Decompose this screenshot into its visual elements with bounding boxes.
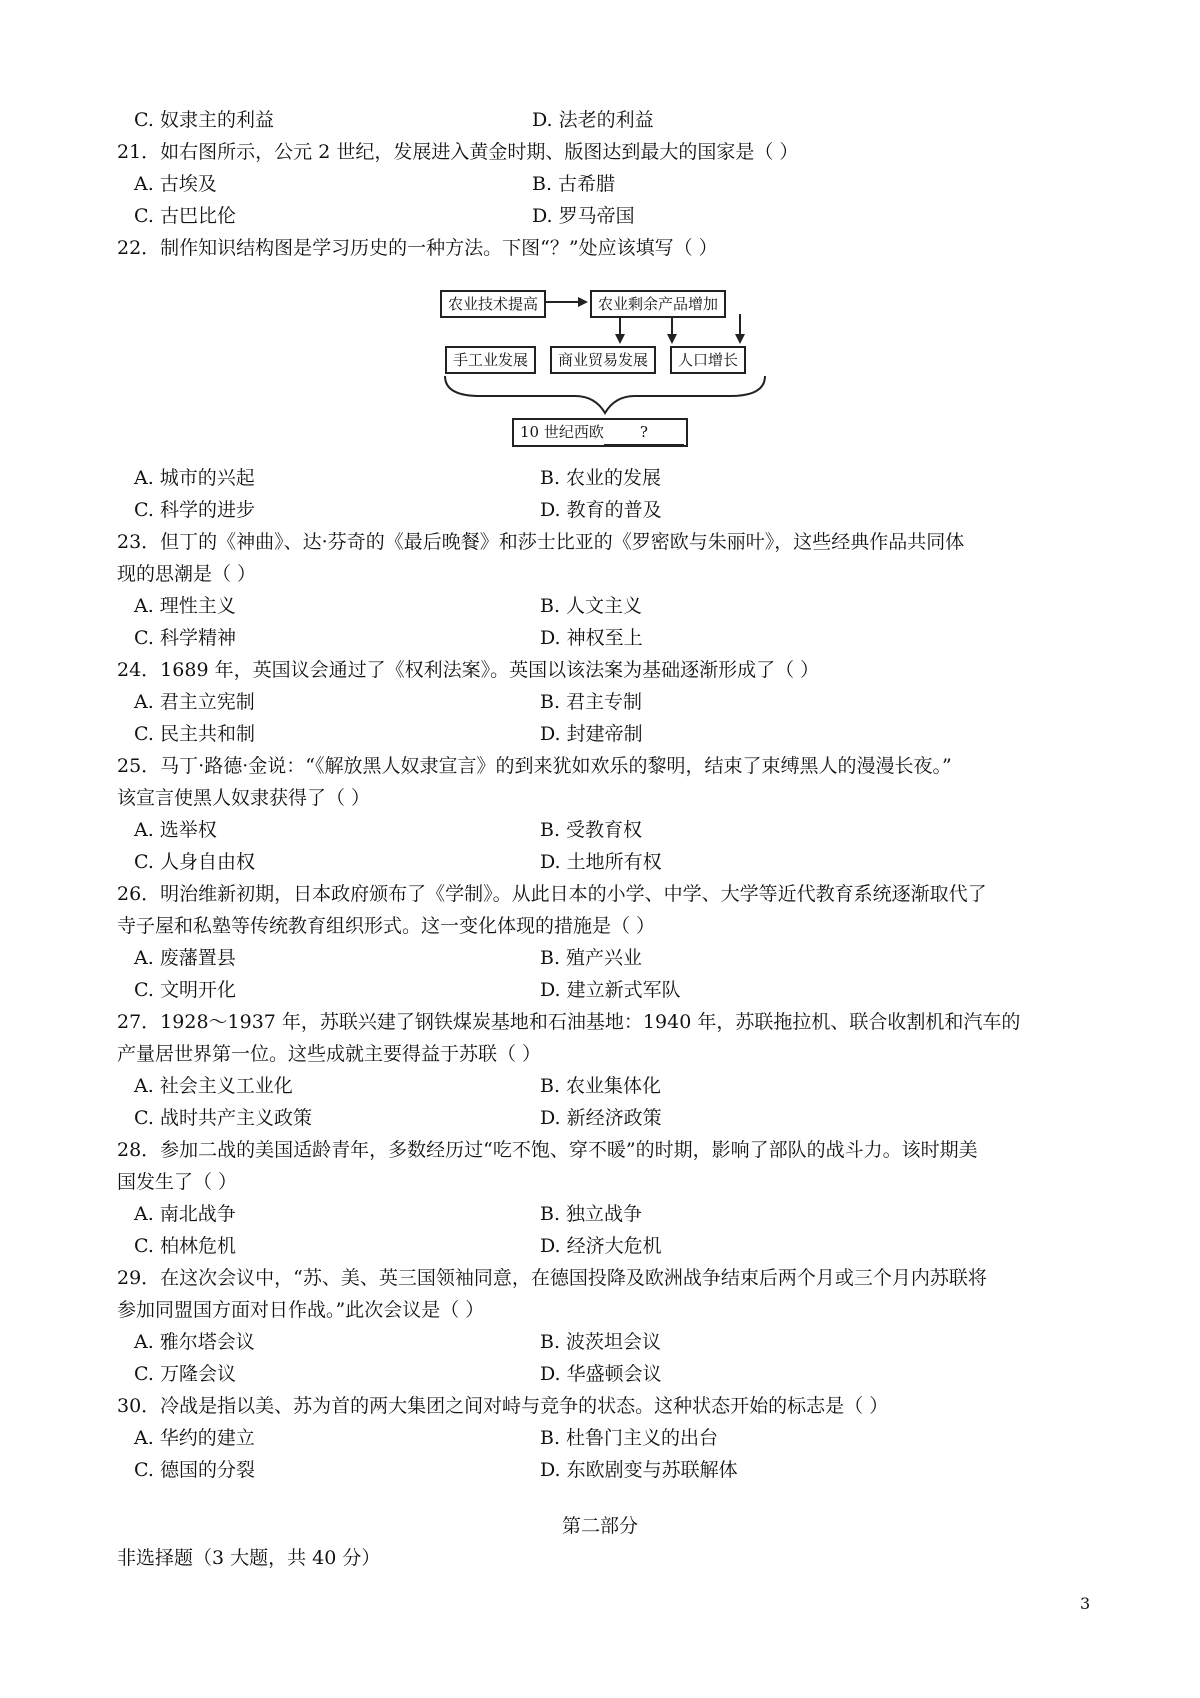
q27-stem: 27．1928～1937 年，苏联兴建了钢铁煤炭基地和石油基地：1940 年，苏联拖拉机、联合收割机和汽车的 [117, 1011, 1021, 1033]
q26-stem-cont: 寺子屋和私塾等传统教育组织形式。这一变化体现的措施是（ ） [117, 915, 656, 937]
q27-stem-cont: 产量居世界第一位。这些成就主要得益于苏联（ ） [117, 1043, 542, 1065]
blank-answer: ? [604, 420, 684, 445]
q21-option-c: C. 古巴比伦 [134, 205, 236, 227]
box-commerce: 商业贸易发展 [550, 346, 656, 374]
q28-stem-cont: 国发生了（ ） [117, 1171, 238, 1193]
q25-option-c: C. 人身自由权 [134, 851, 255, 873]
q24-option-c: C. 民主共和制 [134, 723, 255, 745]
q20-option-c: C. 奴隶主的利益 [134, 109, 274, 131]
box-result [512, 418, 688, 447]
q29-option-c: C. 万隆会议 [134, 1363, 236, 1385]
q24-option-d: D. 封建帝制 [540, 723, 643, 745]
box-result-prefix: 10 世纪西欧 [520, 423, 604, 441]
box-farming-tech: 农业技术提高 [440, 290, 546, 318]
q28-option-c: C. 柏林危机 [134, 1235, 236, 1257]
q23-stem: 23．但丁的《神曲》、达·芬奇的《最后晚餐》和莎士比亚的《罗密欧与朱丽叶》，这些经典作品共同体 [117, 531, 965, 553]
box-population: 人口增长 [670, 346, 746, 374]
box-handicraft: 手工业发展 [445, 346, 536, 374]
q28-option-a: A. 南北战争 [134, 1203, 236, 1225]
q21-option-d: D. 罗马帝国 [532, 205, 635, 227]
box-surplus: 农业剩余产品增加 [590, 290, 726, 318]
q24-option-b: B. 君主专制 [540, 691, 643, 713]
q24-option-a: A. 君主立宪制 [134, 691, 255, 713]
q20-option-d: D. 法老的利益 [532, 109, 654, 131]
knowledge-structure-diagram [440, 278, 770, 456]
q28-option-d: D. 经济大危机 [540, 1235, 662, 1257]
q29-option-a: A. 雅尔塔会议 [134, 1331, 255, 1353]
q26-stem: 26．明治维新初期，日本政府颁布了《学制》。从此日本的小学、中学、大学等近代教育系统逐渐取代了 [117, 883, 987, 905]
q27-option-b: B. 农业集体化 [540, 1075, 662, 1097]
q26-option-d: D. 建立新式军队 [540, 979, 681, 1001]
section-subtitle: 非选择题（3 大题，共 40 分） [117, 1547, 381, 1569]
q30-option-c: C. 德国的分裂 [134, 1459, 255, 1481]
q22-option-c: C. 科学的进步 [134, 499, 255, 521]
q28-option-b: B. 独立战争 [540, 1203, 643, 1225]
q30-stem: 30．冷战是指以美、苏为首的两大集团之间对峙与竞争的状态。这种状态开始的标志是（ ） [117, 1395, 889, 1417]
q21-option-a: A. 古埃及 [134, 173, 217, 195]
q25-option-b: B. 受教育权 [540, 819, 643, 841]
q27-option-d: D. 新经济政策 [540, 1107, 662, 1129]
q27-option-a: A. 社会主义工业化 [134, 1075, 293, 1097]
page-number: 3 [1080, 1594, 1091, 1613]
q23-option-b: B. 人文主义 [540, 595, 643, 617]
q28-stem: 28．参加二战的美国适龄青年，多数经历过“吃不饱、穿不暖”的时期，影响了部队的战斗力。该时期美 [117, 1139, 978, 1161]
q29-option-d: D. 华盛顿会议 [540, 1363, 662, 1385]
q26-option-c: C. 文明开化 [134, 979, 236, 1001]
q22-option-a: A. 城市的兴起 [134, 467, 255, 489]
q27-option-c: C. 战时共产主义政策 [134, 1107, 312, 1129]
q25-option-a: A. 选举权 [134, 819, 217, 841]
q22-option-d: D. 教育的普及 [540, 499, 662, 521]
q29-option-b: B. 波茨坦会议 [540, 1331, 662, 1353]
q23-option-a: A. 理性主义 [134, 595, 236, 617]
q25-option-d: D. 土地所有权 [540, 851, 662, 873]
q30-option-a: A. 华约的建立 [134, 1427, 255, 1449]
q26-option-a: A. 废藩置县 [134, 947, 236, 969]
q25-stem: 25．马丁·路德·金说：“《解放黑人奴隶宣言》的到来犹如欢乐的黎明，结束了束缚黑人的漫漫长夜。” [117, 755, 952, 777]
q29-stem-cont: 参加同盟国方面对日作战。”此次会议是（ ） [117, 1299, 485, 1321]
section-title: 第二部分 [561, 1515, 638, 1537]
q24-stem: 24．1689 年，英国议会通过了《权利法案》。英国以该法案为基础逐渐形成了（ ） [117, 659, 820, 681]
q23-option-c: C. 科学精神 [134, 627, 236, 649]
q23-stem-cont: 现的思潮是（ ） [117, 563, 257, 585]
q25-stem-cont: 该宣言使黑人奴隶获得了（ ） [117, 787, 371, 809]
q22-stem: 22．制作知识结构图是学习历史的一种方法。下图“？”处应该填写（ ） [117, 237, 718, 259]
q21-option-b: B. 古希腊 [532, 173, 616, 195]
q30-option-d: D. 东欧剧变与苏联解体 [540, 1459, 738, 1481]
q21-stem: 21．如右图所示，公元 2 世纪，发展进入黄金时期、版图达到最大的国家是（ ） [117, 141, 799, 163]
q29-stem: 29．在这次会议中，“苏、美、英三国领袖同意，在德国投降及欧洲战争结束后两个月或三个月内苏联将 [117, 1267, 987, 1289]
q23-option-d: D. 神权至上 [540, 627, 643, 649]
q26-option-b: B. 殖产兴业 [540, 947, 643, 969]
q22-option-b: B. 农业的发展 [540, 467, 662, 489]
q30-option-b: B. 杜鲁门主义的出台 [540, 1427, 719, 1449]
